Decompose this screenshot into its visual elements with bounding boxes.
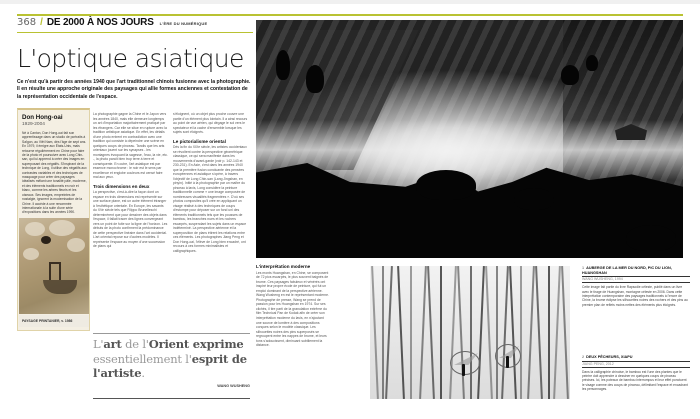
caption-text: Cette image fait partie du livre Rapsodie céleste, publié dans un livre avec le tirage de Huangshan, montagne céleste en 2006. Dans cette interprétation contemporaine des paysages traditionnels à l'encre de Chine, la brume éclipse les silhouettes noires des rochers et des pins au premier plan de reflets moins nettes des éléments plus éloignés. — [582, 285, 688, 307]
biography-box — [17, 108, 90, 331]
caption-number: 1 — [582, 266, 585, 270]
bird-shape — [41, 236, 51, 244]
caption-credit: WANG WUSHENG, 1994 — [582, 277, 690, 283]
caption-number: 2 — [582, 355, 585, 359]
pull-quote — [93, 337, 253, 381]
column-paragraph: La perspective, c'est-à-dire la façon dont un espace en trois dimensions est représenté sur une surface plane, est un autre élément étranger à l'esthétique orientale. En Europe, les savants du XVe siècle tels que Filippo Brunelleschi déterminèrent que pour dessiner des objets dans l'espace, il fallait tracer des lignes convergeant vers un point de fuite sur la ligne de l'horizon. Les débuts de la photo confirment la prédominance de cette perspective linéaire dans l'art occidental. — [93, 190, 168, 235]
quote-fragment: de l' — [121, 337, 149, 351]
quote-fragment: esprit de l'artiste — [93, 351, 247, 380]
bio-image-spring-landscape — [19, 218, 89, 314]
column-paragraph: L'art oriental repose sur d'autres modèles. Il représente l'espace au moyen d'une succession de plans qui — [93, 235, 166, 248]
quote-fragment: . — [141, 366, 145, 380]
side-column-interpretation — [256, 265, 329, 348]
main-photo-huangshan — [256, 20, 683, 258]
accent-rule-top — [17, 14, 683, 16]
running-header — [17, 17, 207, 31]
bio-text: Né à Canton, Don Hong-oai fait son apprentissage dans un studio de portraits à Saïgon, au Viêt Nam, dès l'âge de sept ans. En 1979, il émigre aux États-Unis, mais retourne régulièrement en Chine pour faire de la photo et poursuivre avec Long Chin-san, qui lui apprend à créer des images en superposant des négatifs. S'inspirant de la technique de Long, il utilise des négatifs aux contrastes variables et des techniques de masquage pour créer des paysages idéalisés mêlant une tonalité pâle, moderne, et des éléments traditionnels en noir et blanc, comme les arbres fleuris et les oiseaux. Ses images, empreintes de nostalgie, ignorent la modernisation de la Chine. Il accède à une renommée internationale à la suite d'une série d'expositions dans les années 1990. — [22, 131, 87, 215]
side-text: Les monts Huangshan, en Chine, se composent de 72 pics escarpés, le plus souvent baignés de brume. Ces paysages fabuleux et vénérés ont inspiré leur propre école de peinture, qui fut un emploi dominant de la perspective aérienne. Wang Wusheng en est le représentant moderne. Photographe de presse, Wang se prend de passion pour les Huangshan en 1974. Sur ses clichés, il tire parti de la granulation extrême du film Technical Pan de Kodak afin de créer son interprétation moderne du lavis, en n'ajoutant une source de lumière à des compositions conçues selon le modèle classique. Les silhouettes noires des pins superposés se regroupent entre les nappes de brume, et leurs tons s'adoucissent, diminuant subtilement la distance. — [256, 270, 329, 348]
article-lead: Ce n'est qu'à partir des années 1940 que l'art traditionnel chinois fusionne avec la photographie. Il en résulte une approche originale des paysages qui allie formes anciennes et contestation de la représentation occidentale de l'espace. — [17, 79, 251, 100]
caption-credit: JIANG PENG, 2012 — [582, 362, 690, 368]
body-column-1 — [93, 112, 168, 327]
boat-shape — [43, 280, 77, 294]
quote-fragment: essentiellement l' — [93, 351, 192, 366]
bio-image-caption: PAYSAGE PRINTANIER, v. 1986 — [19, 315, 89, 327]
column-paragraph: La photographie gagne la Chine et le Japon vers les années 1840, mais elle demeure longtemps un art d'importation majoritairement pratiqué par les étrangers. Car elle se situe en rupture avec la tradition artistique asiatique. En effet, les détails d'une photo entrent en contradiction avec une tradition qui consiste à dépeindre une scène en quelques coups de pinceau. Tandis que les arts orientaux jouent sur les synapses - les montagnes évoquant la sagesse, l'eau, la vie, etc. -, la photo paraît bien trop terre à terre et conséquente. En outre, l'art asiatique est par essence monochrome : le noir est le sens par excellence et englobe couleurs est censé faire mal aux yeux. — [93, 112, 168, 179]
caption-2 — [582, 355, 690, 392]
quote-rule-top — [93, 333, 250, 334]
caption-1 — [582, 266, 690, 307]
subsection-title: L'ÈRE DU NUMÉRIQUE — [159, 21, 208, 26]
quote-fragment: L' — [93, 337, 104, 351]
column-subheading: Trois dimensions en deux — [93, 183, 150, 189]
quote-rule-bottom — [93, 398, 250, 399]
header-separator: / — [40, 17, 43, 28]
article-title: L'optique asiatique — [17, 44, 244, 73]
quote-fragment: art — [103, 337, 122, 351]
bio-dates: 1929-2004 — [22, 122, 45, 127]
body-column-2 — [173, 112, 249, 327]
quote-attribution: WANG WUSHENG — [217, 384, 250, 388]
side-heading: L'interprétation moderne — [256, 264, 311, 269]
page-number: 368 — [17, 17, 37, 28]
page-top-strip — [0, 0, 700, 4]
photo-two-fishermen — [370, 266, 570, 399]
column-paragraph: s'éloignent, où un objet plus proche couvre une partie d'un élément plus lointain. Il a ainsi recours au point de vue aérien, qui dégage le sol vers le spectateur et la cache d'ensemble lorsque les sujets sont éloignés. — [173, 112, 248, 134]
caption-text: Dans la calligraphie chinoise, le bambou est l'une des plantes que le peintre doit apprendre à dessiner en quelques coups de pinceau précises. Ici, les poteaux de bambou interrompus et leur effet ponctuent le visage comme des coups de pinceau, délimitant l'espace et encadrant les personnages. — [582, 369, 688, 392]
caption-title: DEUX PÊCHEURS, XIAPU — [586, 355, 633, 359]
section-title: DE 2000 À NOS JOURS — [46, 17, 154, 28]
header-rule — [17, 32, 253, 33]
column-subheading: Le pictorialisme oriental — [173, 138, 226, 144]
column-paragraph: Dès la fin du XIXe siècle, les artistes occidentaux se révoltent contre la perspective géométrique classique, ce qui sera manifeste dans les mouvements d'avant-garde (voir p. 142-143 et 230-231). En Asie, c'est dans les années 1940 que la première fusion concluante des pensées européennes et asiatique s'opère, à travers l'objectif de Long Chin-san (Lang Jingshan, en pinyin). Initié à la photographie par un maître du pinceau à lavis, Long considère la peinture traditionnelle comme « une image composée de nombreuses visualités fragmentées ». D'où ses photos composites qu'il crée en appliquant un visage réalisé à des techniques de coups d'estompe pour déposer sur un fond uni des éléments traditionnels tels que les pousses de bambou, les branches nues et les rochers escarpés, suspendant les sujets dans un espace indéterminé. La perspective aérienne et la superposition de plans étirent les relations entre ces éléments. Les photographes Jiang Peng et Don Hong-oai, l'élève de Long bien encadré, ont recours à ces formes minimalistes et calligraphiques. — [173, 145, 247, 253]
caption-title: AUBERGE DE LA MER DU NORD, PIC DU LION, HUANGSHAN — [582, 266, 672, 275]
torii-shape — [49, 262, 61, 280]
quote-fragment: Orient exprime — [148, 337, 244, 351]
bio-name: Don Hong-oai — [22, 114, 63, 121]
